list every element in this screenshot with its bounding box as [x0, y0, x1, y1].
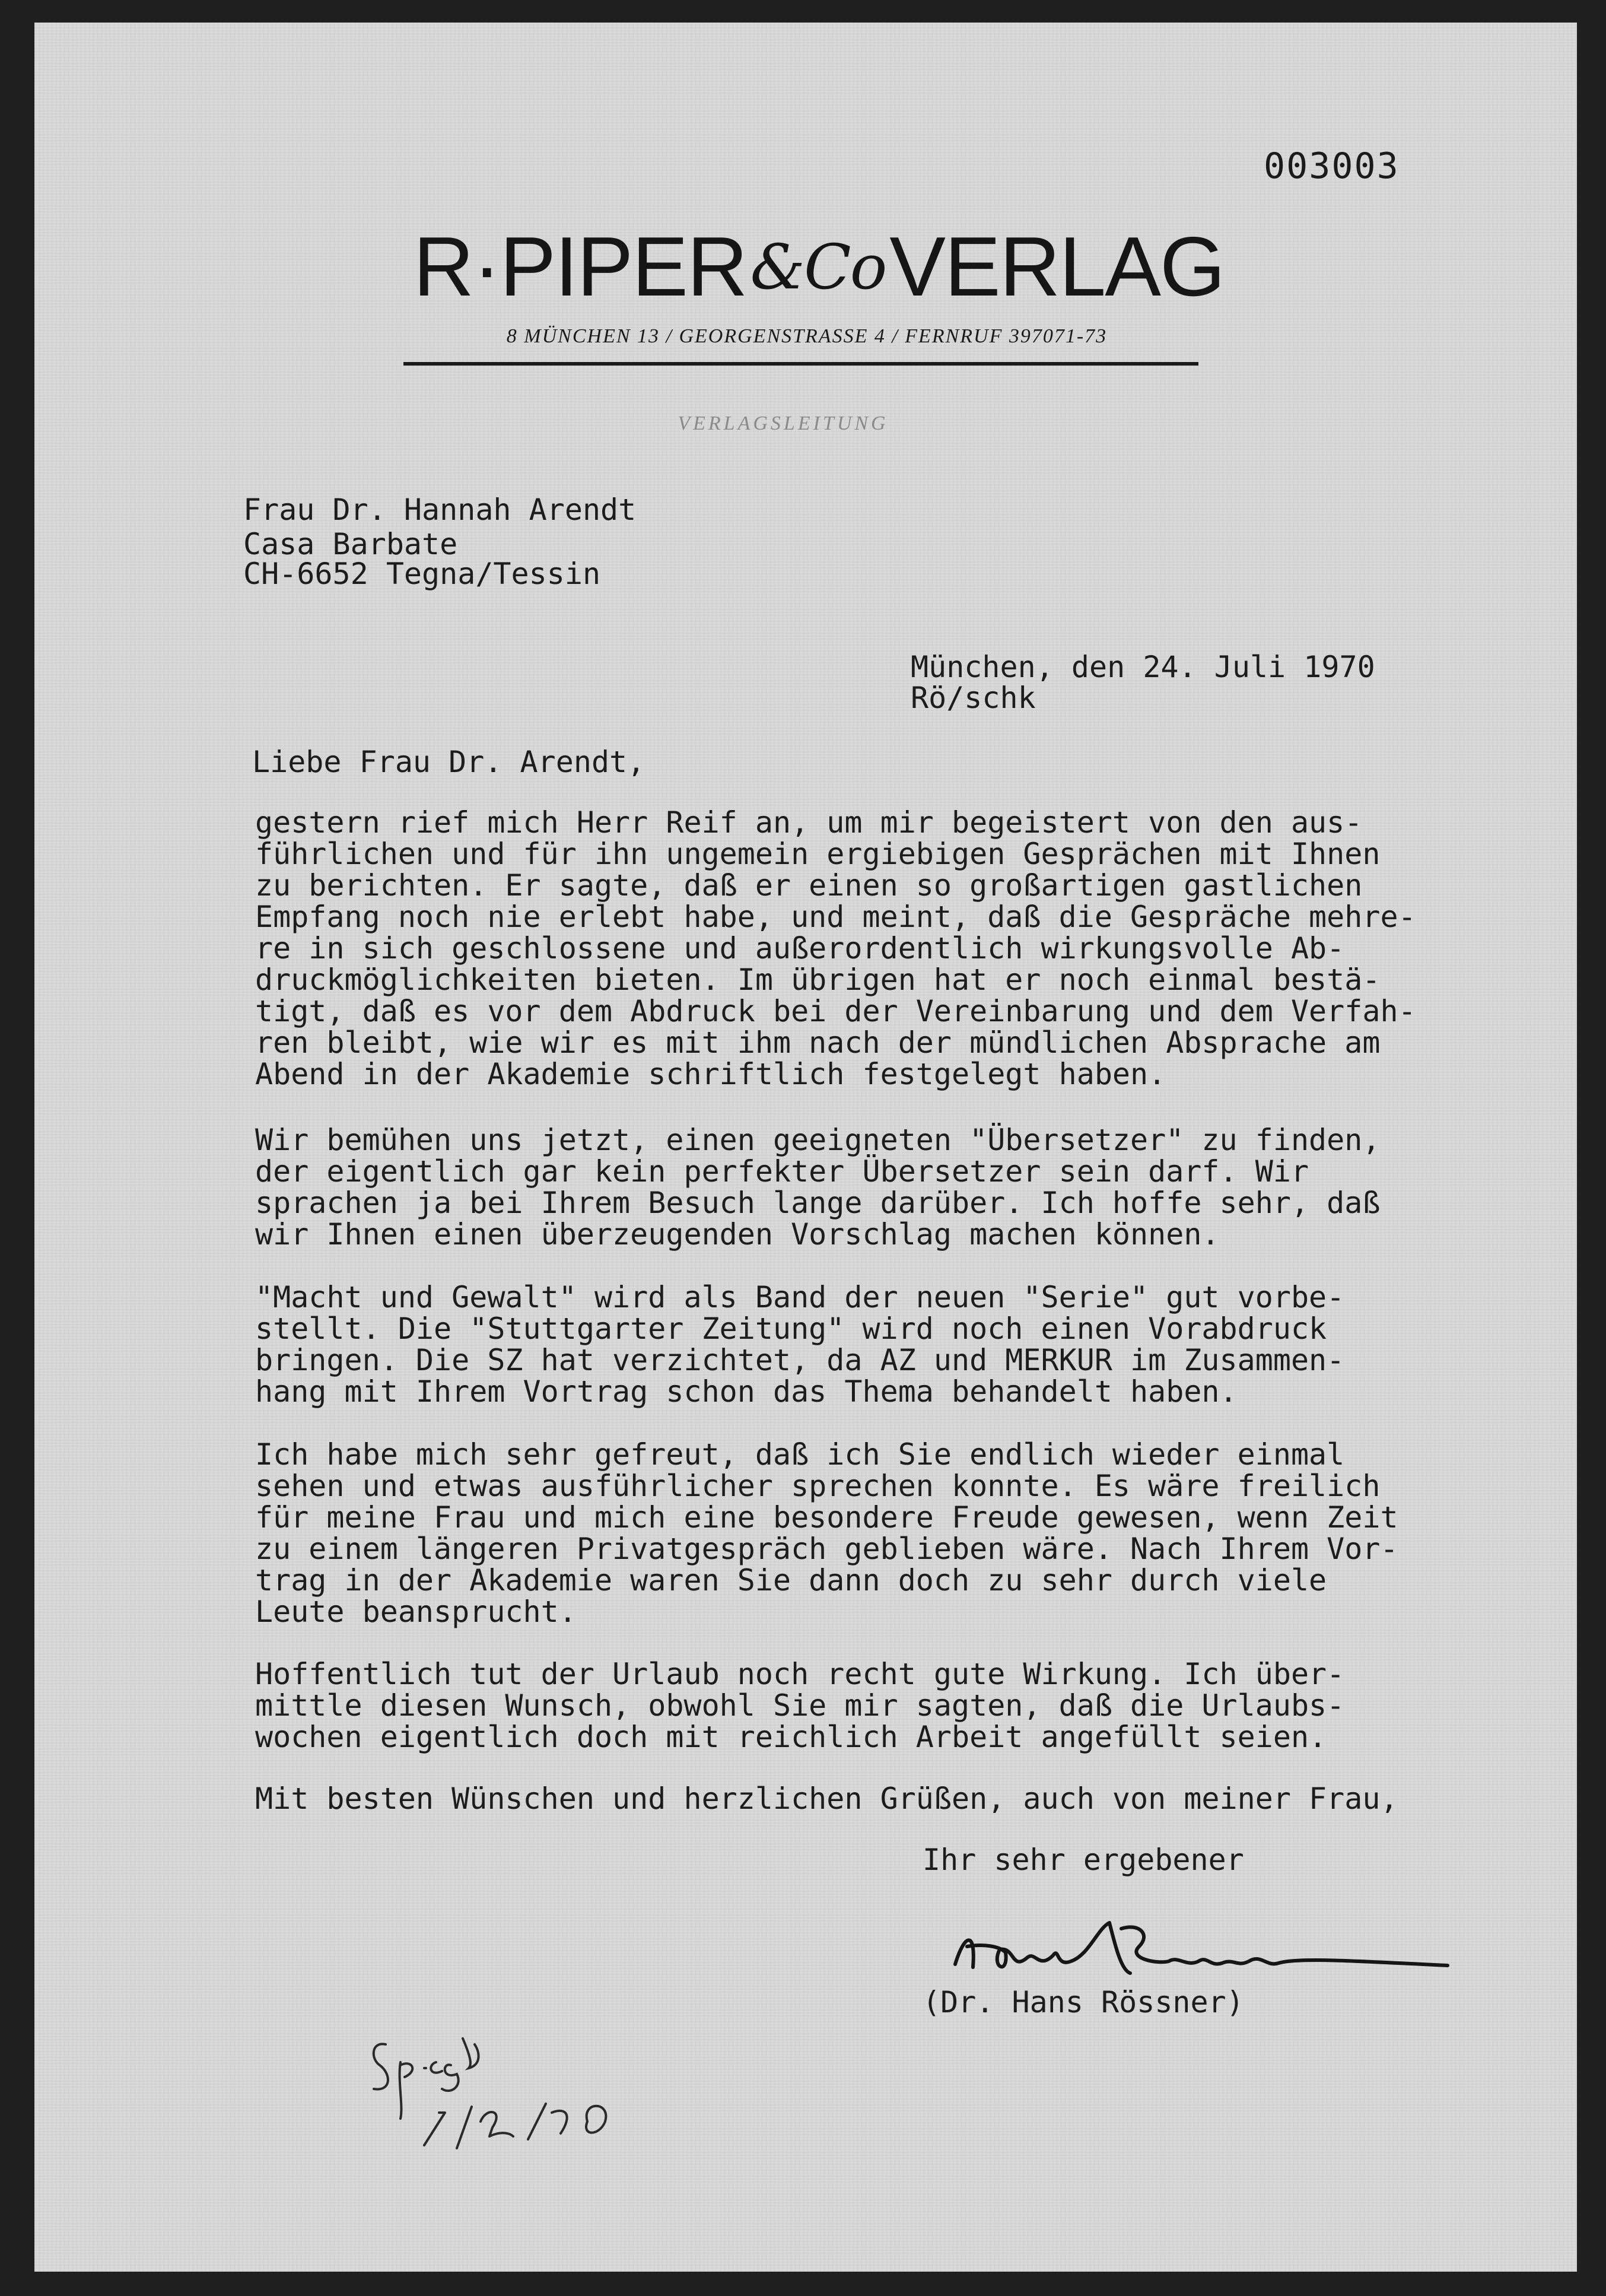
body-paragraph: [255, 1783, 1398, 1815]
letterhead-address: 8 MÜNCHEN 13 / GEORGENSTRASSE 4 / FERNRUF 397071-73: [506, 325, 1108, 347]
body-paragraph: [255, 1439, 1398, 1628]
closing-line: Ihr sehr ergebener: [923, 1843, 1244, 1877]
body-paragraph: [255, 807, 1416, 1090]
text-line: hang mit Ihrem Vortrag schon das Thema behandelt haben.: [255, 1374, 1238, 1409]
body-paragraph: [255, 1659, 1344, 1753]
text-line: mittle diesen Wunsch, obwohl Sie mir sagten, daß die Urlaubs-: [255, 1688, 1345, 1723]
signature: [943, 1911, 1465, 1994]
logo-amp: &Co: [750, 231, 886, 303]
text-line: re in sich geschlossene und außerordentlich wirkungsvolle Ab-: [255, 931, 1345, 966]
recipient-line: Casa Barbate: [243, 527, 458, 561]
salutation: Liebe Frau Dr. Arendt,: [252, 745, 645, 779]
text-line: führlichen und für ihn ungemein ergiebigen Gesprächen mit Ihnen: [255, 837, 1381, 871]
recipient-line: Frau Dr. Hannah Arendt: [243, 493, 637, 527]
text-line: Leute beansprucht.: [255, 1595, 577, 1629]
text-line: Mit besten Wünschen und herzlichen Grüßen, auch von meiner Frau,: [255, 1781, 1398, 1816]
body-paragraph: [255, 1125, 1380, 1250]
recipient-line: CH-6652 Tegna/Tessin: [243, 557, 601, 591]
text-line: Hoffentlich tut der Urlaub noch recht gute Wirkung. Ich über-: [255, 1657, 1345, 1691]
text-line: zu berichten. Er sagte, daß er einen so großartigen gastlichen: [255, 868, 1363, 903]
text-line: Ich habe mich sehr gefreut, daß ich Sie endlich wieder einmal: [255, 1437, 1345, 1472]
text-line: Wir bemühen uns jetzt, einen geeigneten "Übersetzer" zu finden,: [255, 1123, 1381, 1157]
text-line: druckmöglichkeiten bieten. Im übrigen hat er noch einmal bestä-: [255, 963, 1381, 997]
department-label: VERLAGSLEITUNG: [678, 412, 889, 434]
text-line: gestern rief mich Herr Reif an, um mir begeistert von den aus-: [255, 805, 1363, 840]
text-line: zu einem längeren Privatgespräch geblieben wäre. Nach Ihrem Vor-: [255, 1532, 1398, 1566]
text-line: wochen eigentlich doch mit reichlich Arbeit angefüllt seien.: [255, 1720, 1327, 1754]
text-line: Empfang noch nie erlebt habe, und meint, daß die Gespräche mehre-: [255, 900, 1416, 934]
body-paragraph: [255, 1282, 1344, 1408]
logo-main: R·PIPER: [413, 220, 747, 314]
text-line: der eigentlich gar kein perfekter Übersetzer sein darf. Wir: [255, 1154, 1309, 1189]
text-line: "Macht und Gewalt" wird als Band der neuen "Serie" gut vorbe-: [255, 1280, 1345, 1314]
text-line: stellt. Die "Stuttgarter Zeitung" wird noch einen Vorabdruck: [255, 1311, 1327, 1346]
text-line: bringen. Die SZ hat verzichtet, da AZ und MERKUR im Zusammen-: [255, 1343, 1345, 1377]
document-number: 003003: [1264, 145, 1400, 187]
reference-line: Rö/schk: [911, 681, 1036, 715]
date-line: München, den 24. Juli 1970: [911, 650, 1375, 684]
text-line: Abend in der Akademie schriftlich festgelegt haben.: [255, 1057, 1166, 1091]
text-line: trag in der Akademie waren Sie dann doch zu sehr durch viele: [255, 1563, 1327, 1598]
text-line: tigt, daß es vor dem Abdruck bei der Vereinbarung und dem Verfah-: [255, 994, 1416, 1028]
signer-name: (Dr. Hans Rössner): [923, 1985, 1244, 2019]
handwritten-annotation: [368, 2018, 676, 2166]
text-line: sehen und etwas ausführlicher sprechen konnte. Es wäre freilich: [255, 1469, 1381, 1503]
logo-end: VERLAG: [889, 220, 1225, 314]
text-line: ren bleibt, wie wir es mit ihm nach der mündlichen Absprache am: [255, 1025, 1381, 1060]
publisher-logo: [413, 220, 1225, 315]
text-line: wir Ihnen einen überzeugenden Vorschlag machen können.: [255, 1217, 1220, 1252]
text-line: für meine Frau und mich eine besondere Freude gewesen, wenn Zeit: [255, 1500, 1398, 1535]
letterhead-rule: [403, 362, 1198, 366]
text-line: sprachen ja bei Ihrem Besuch lange darüber. Ich hoffe sehr, daß: [255, 1186, 1381, 1220]
